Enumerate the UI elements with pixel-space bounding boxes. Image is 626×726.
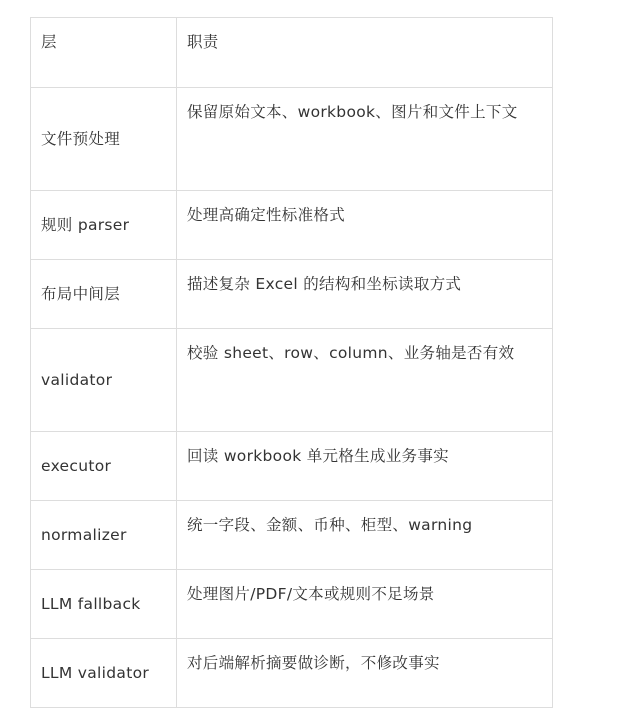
row-duty: 描述复杂 Excel 的结构和坐标读取方式 xyxy=(177,260,553,329)
table-row xyxy=(31,501,553,570)
row-duty: 处理图片/PDF/文本或规则不足场景 xyxy=(177,570,553,639)
row-layer: 布局中间层 xyxy=(31,260,177,329)
row-duty: 处理高确定性标准格式 xyxy=(177,191,553,260)
table-header-row xyxy=(31,18,553,88)
table-row xyxy=(31,329,553,432)
header-layer: 层 xyxy=(31,18,177,88)
row-layer: LLM fallback xyxy=(31,570,177,639)
row-duty: 统一字段、金额、币种、柜型、warning xyxy=(177,501,553,570)
row-duty: 校验 sheet、row、column、业务轴是否有效 xyxy=(177,329,553,432)
table-row xyxy=(31,432,553,501)
row-layer: LLM validator xyxy=(31,639,177,708)
table-row xyxy=(31,639,553,708)
row-layer: normalizer xyxy=(31,501,177,570)
header-duty: 职责 xyxy=(177,18,553,88)
table-row xyxy=(31,260,553,329)
row-duty: 对后端解析摘要做诊断，不修改事实 xyxy=(177,639,553,708)
row-layer: 规则 parser xyxy=(31,191,177,260)
row-duty: 保留原始文本、workbook、图片和文件上下文 xyxy=(177,88,553,191)
row-layer: 文件预处理 xyxy=(31,88,177,191)
table xyxy=(30,17,553,708)
table-row xyxy=(31,191,553,260)
table-row xyxy=(31,88,553,191)
table-row xyxy=(31,570,553,639)
row-duty: 回读 workbook 单元格生成业务事实 xyxy=(177,432,553,501)
layer-responsibility-table xyxy=(30,17,552,708)
row-layer: validator xyxy=(31,329,177,432)
row-layer: executor xyxy=(31,432,177,501)
